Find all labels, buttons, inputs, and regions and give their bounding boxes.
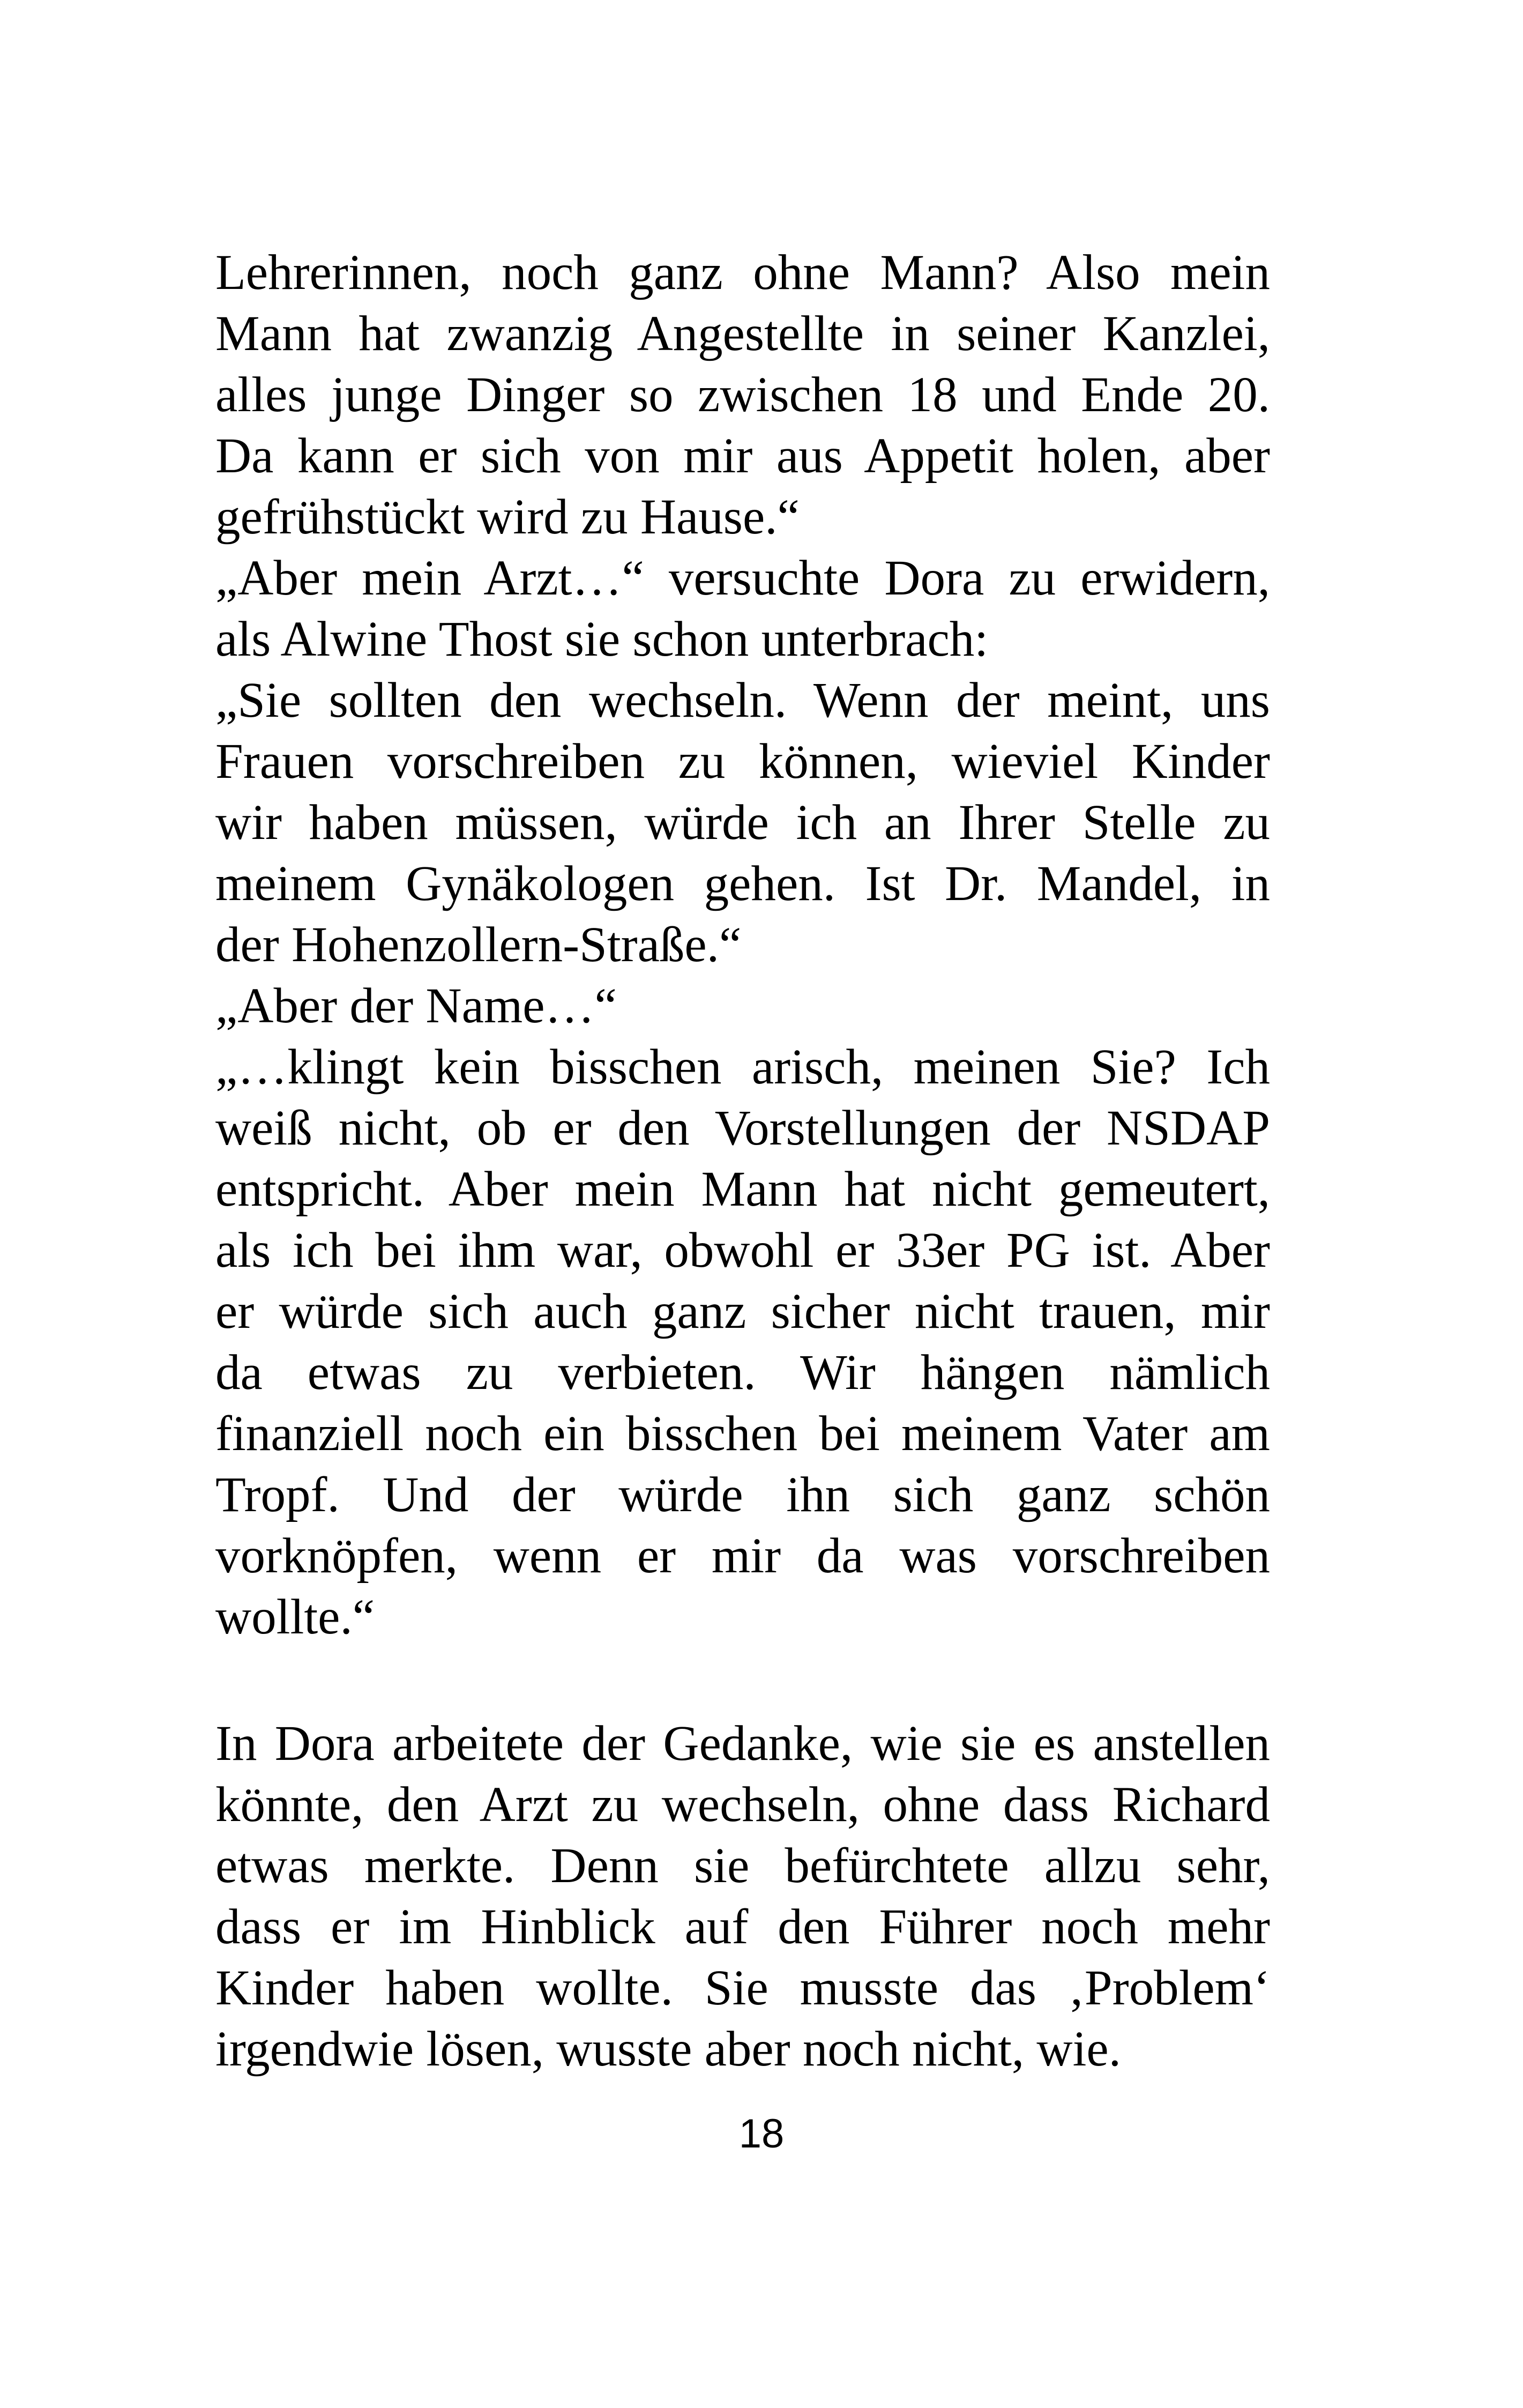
text-line: er würde sich auch ganz sicher nicht trauen, mir	[215, 1284, 1270, 1339]
page-number: 18	[738, 2111, 785, 2157]
text-line: entspricht. Aber mein Mann hat nicht gemeutert,	[215, 1162, 1270, 1217]
text-line: als Alwine Thost sie schon unterbrach:	[215, 612, 989, 667]
text-line: „Aber mein Arzt…“ versuchte Dora zu erwidern,	[215, 551, 1270, 606]
text-line: der Hohenzollern-Straße.“	[215, 917, 742, 972]
text-line: „…klingt kein bisschen arisch, meinen Sie? Ich	[215, 1039, 1270, 1095]
text-line: „Aber der Name…“	[215, 978, 617, 1034]
text-line: als ich bei ihm war, obwohl er 33er PG ist. Aber	[215, 1223, 1270, 1278]
text-line: gefrühstückt wird zu Hause.“	[215, 489, 800, 545]
text-line: wollte.“	[215, 1589, 375, 1645]
text-line: „Sie sollten den wechseln. Wenn der meint, uns	[215, 673, 1270, 728]
paragraph-2	[215, 1713, 1270, 2080]
text-line: könnte, den Arzt zu wechseln, ohne dass Richard	[215, 1777, 1270, 1832]
text-line: vorknöpfen, wenn er mir da was vorschreiben	[215, 1528, 1270, 1584]
text-line: Frauen vorschreiben zu können, wieviel Kinder	[215, 734, 1270, 789]
text-line: Kinder haben wollte. Sie musste das ‚Problem‘	[215, 1960, 1270, 2016]
paragraph-1	[215, 242, 1270, 1648]
text-line: Lehrerinnen, noch ganz ohne Mann? Also mein	[215, 245, 1270, 300]
text-line: weiß nicht, ob er den Vorstellungen der NSDAP	[215, 1101, 1270, 1156]
text-line: irgendwie lösen, wusste aber noch nicht, wie.	[215, 2021, 1121, 2077]
text-line: In Dora arbeitete der Gedanke, wie sie es anstellen	[215, 1716, 1270, 1771]
text-line: wir haben müssen, würde ich an Ihrer Stelle zu	[215, 795, 1270, 850]
text-line: Da kann er sich von mir aus Appetit holen, aber	[215, 428, 1270, 484]
text-line: finanziell noch ein bisschen bei meinem Vater am	[215, 1406, 1270, 1461]
text-line: Tropf. Und der würde ihn sich ganz schön	[215, 1467, 1270, 1522]
text-line: etwas merkte. Denn sie befürchtete allzu sehr,	[215, 1838, 1270, 1893]
text-line: da etwas zu verbieten. Wir hängen nämlich	[215, 1345, 1270, 1400]
text-line: Mann hat zwanzig Angestellte in seiner Kanzlei,	[215, 306, 1270, 361]
text-line: alles junge Dinger so zwischen 18 und Ende 20.	[215, 367, 1270, 422]
text-line: dass er im Hinblick auf den Führer noch mehr	[215, 1899, 1270, 1954]
text-line: meinem Gynäkologen gehen. Ist Dr. Mandel, in	[215, 856, 1270, 911]
